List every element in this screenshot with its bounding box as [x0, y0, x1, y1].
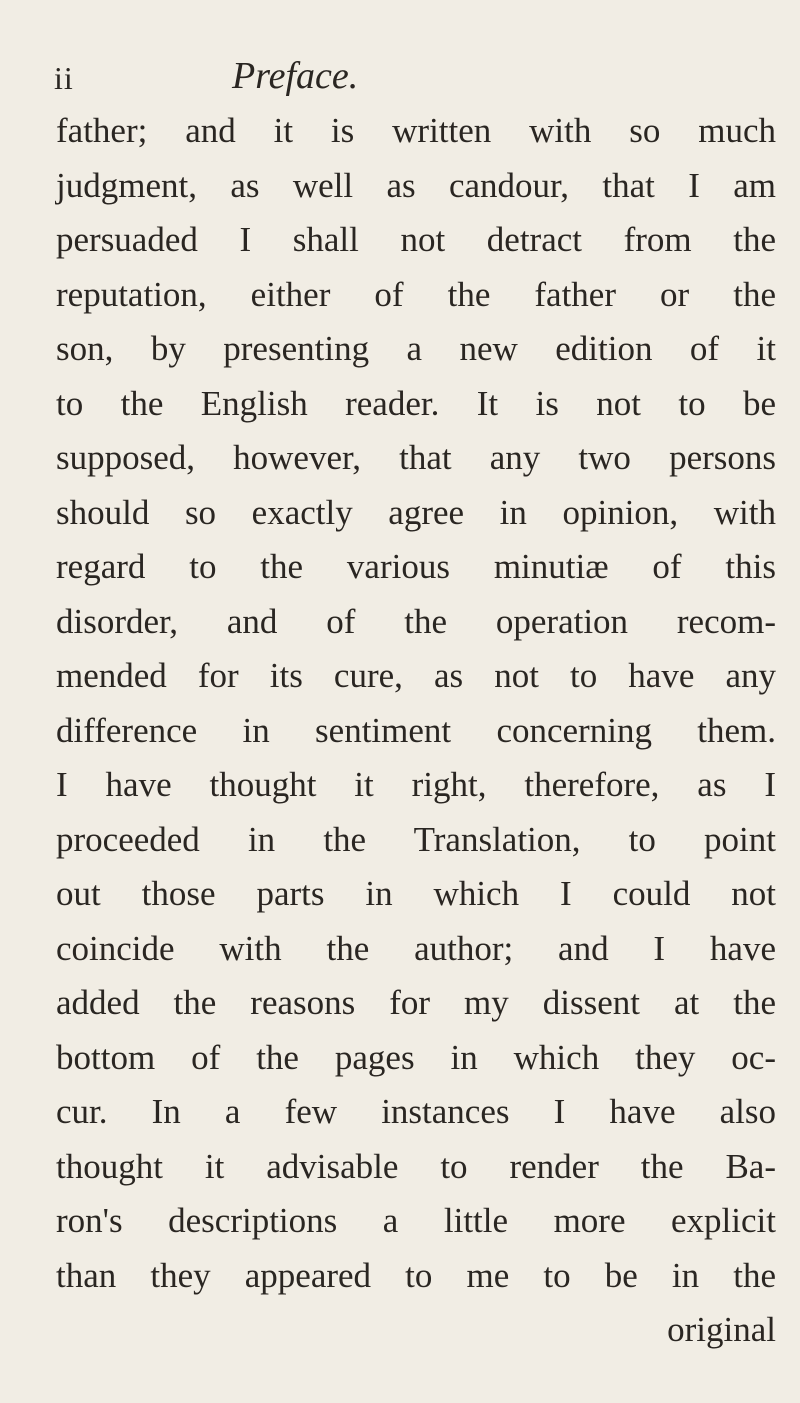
page-number: ii [54, 60, 74, 96]
text-line: bottom of the pages in which they oc- [56, 1037, 776, 1077]
text-line: father; and it is written with so much [56, 111, 776, 150]
text-line: out those parts in which I could not [56, 874, 776, 913]
text-line: regard to the various minutiæ of this [56, 547, 776, 586]
text-line: to the English reader. It is not to be [56, 383, 776, 423]
text-line: ron's descriptions a little more explicit [56, 1201, 776, 1240]
text-line: disorder, and of the operation recom- [56, 601, 776, 641]
text-line: I have thought it right, therefore, as I [56, 765, 776, 804]
text-line: difference in sentiment concerning them. [56, 710, 776, 750]
page-header [0, 40, 800, 100]
text-line: should so exactly agree in opinion, with [56, 492, 776, 532]
text-line: mended for its cure, as not to have any [56, 656, 776, 695]
body-text [56, 104, 776, 1358]
text-line: son, by presenting a new edition of it [56, 329, 776, 368]
text-line: thought it advisable to render the Ba- [56, 1146, 776, 1186]
text-line: than they appeared to me to be in the [56, 1255, 776, 1295]
text-line: reputation, either of the father or the [56, 274, 776, 314]
text-line: coincide with the author; and I have [56, 928, 776, 968]
text-line: judgment, as well as candour, that I am [56, 165, 776, 205]
text-line: proceeded in the Translation, to point [56, 819, 776, 859]
running-head: Preface. [232, 55, 359, 97]
catchword: original [667, 1310, 776, 1349]
text-line: persuaded I shall not detract from the [56, 220, 776, 259]
text-line: added the reasons for my dissent at the [56, 983, 776, 1022]
text-line: supposed, however, that any two persons [56, 438, 776, 477]
text-line: cur. In a few instances I have also [56, 1092, 776, 1131]
